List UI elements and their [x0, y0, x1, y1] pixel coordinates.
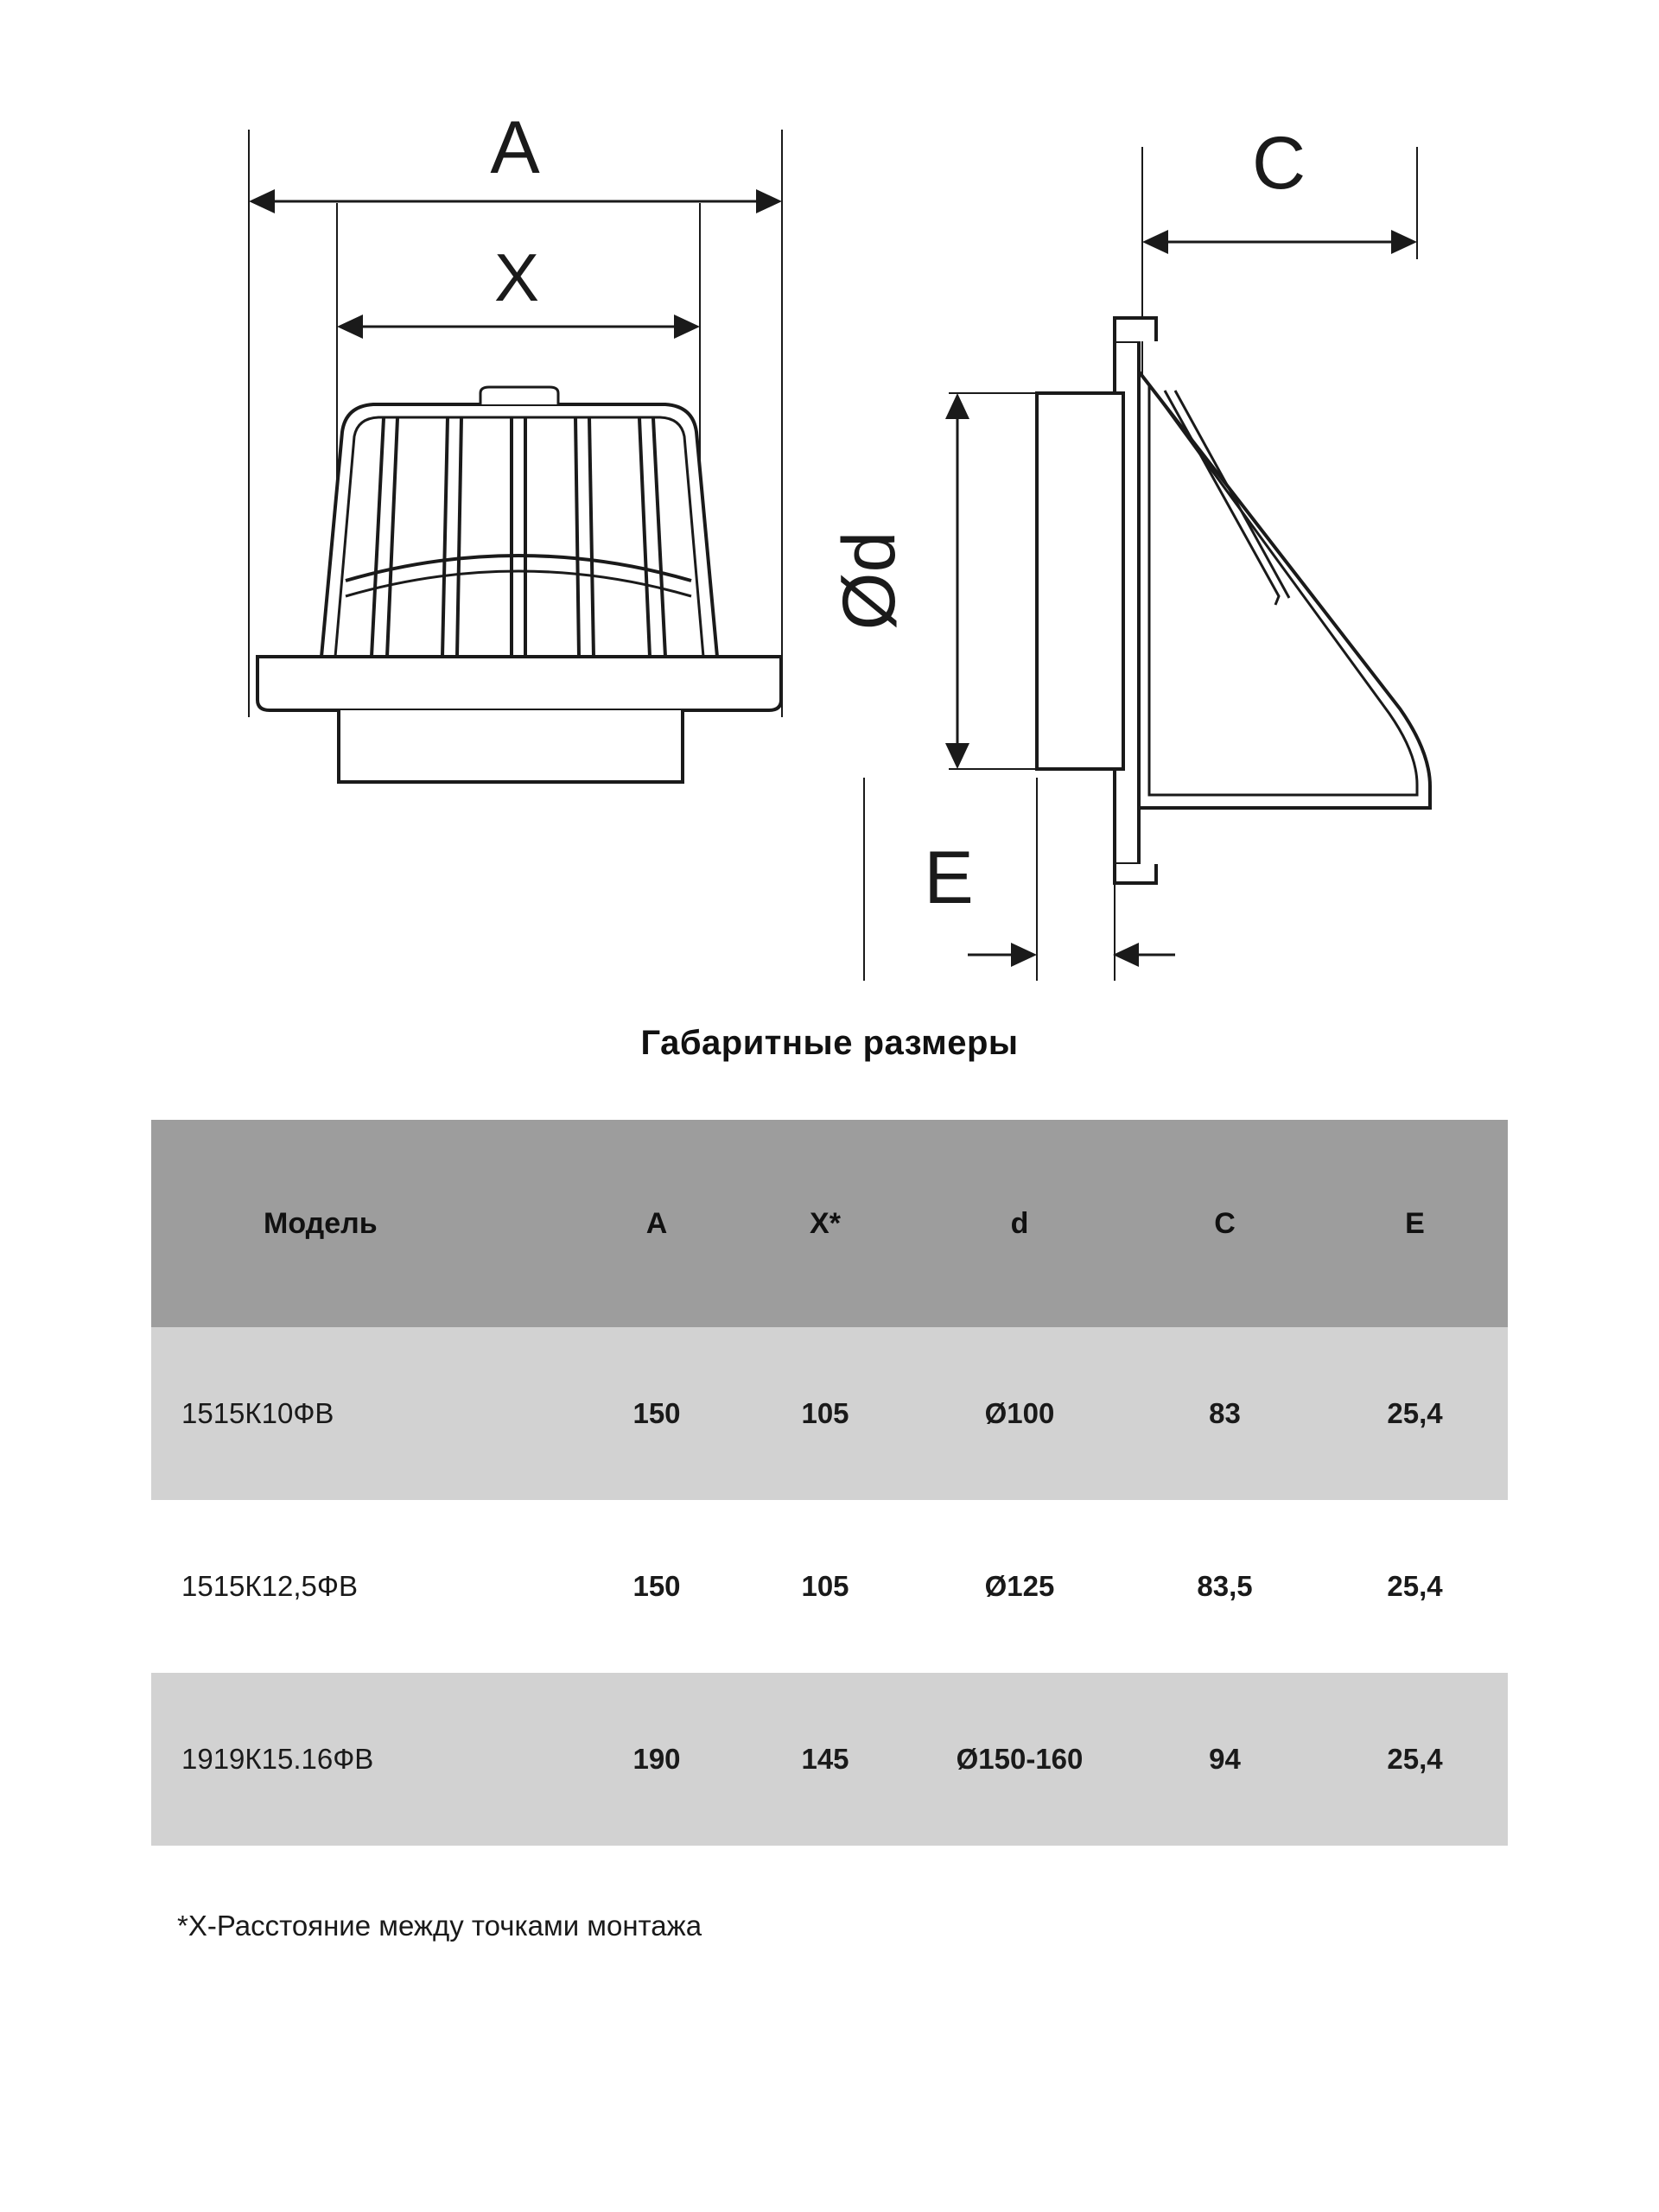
- column-header-e: E: [1405, 1206, 1425, 1240]
- column-header-x: X*: [810, 1206, 841, 1240]
- table-row: [151, 1327, 1508, 1500]
- cell-a: 150: [632, 1397, 681, 1430]
- cell-x: 105: [801, 1397, 849, 1430]
- cell-d: Ø150-160: [956, 1743, 1084, 1776]
- column-header-d: d: [1010, 1206, 1029, 1240]
- table-body: [151, 1327, 1508, 1846]
- dimension-label-d: Ød: [828, 531, 911, 631]
- cell-a: 190: [632, 1743, 681, 1776]
- column-header-model: Модель: [264, 1206, 378, 1240]
- page-title: Габаритные размеры: [640, 1024, 1019, 1062]
- cell-e: 25,4: [1387, 1397, 1443, 1430]
- cell-c: 94: [1209, 1743, 1241, 1776]
- cell-d: Ø125: [984, 1570, 1055, 1603]
- cell-model: 1515К12,5ФВ: [181, 1570, 358, 1603]
- dimension-label-a: A: [490, 106, 540, 189]
- cell-x: 145: [801, 1743, 849, 1776]
- dimensions-table-container: [151, 1120, 1508, 1846]
- cell-e: 25,4: [1387, 1570, 1443, 1603]
- technical-drawing: [0, 0, 1659, 1011]
- cell-a: 150: [632, 1570, 681, 1603]
- cell-d: Ø100: [984, 1397, 1055, 1430]
- cell-c: 83: [1209, 1397, 1241, 1430]
- cell-model: 1919К15.16ФВ: [181, 1743, 374, 1776]
- column-header-a: A: [645, 1206, 668, 1240]
- cell-model: 1515К10ФВ: [181, 1397, 334, 1430]
- table-header-row: [151, 1120, 1508, 1327]
- dimension-label-c: C: [1251, 122, 1306, 205]
- cell-c: 83,5: [1197, 1570, 1253, 1603]
- dimension-label-x: X: [493, 239, 540, 315]
- column-header-c: C: [1214, 1206, 1236, 1240]
- dimensions-table: [151, 1120, 1508, 1846]
- table-header: [151, 1120, 1508, 1327]
- dimension-label-e: E: [924, 836, 974, 919]
- cell-e: 25,4: [1387, 1743, 1443, 1776]
- table-row: [151, 1500, 1508, 1673]
- cell-x: 105: [801, 1570, 849, 1603]
- table-footnote: *X-Расстояние между точками монтажа: [177, 1910, 702, 1942]
- table-row: [151, 1673, 1508, 1846]
